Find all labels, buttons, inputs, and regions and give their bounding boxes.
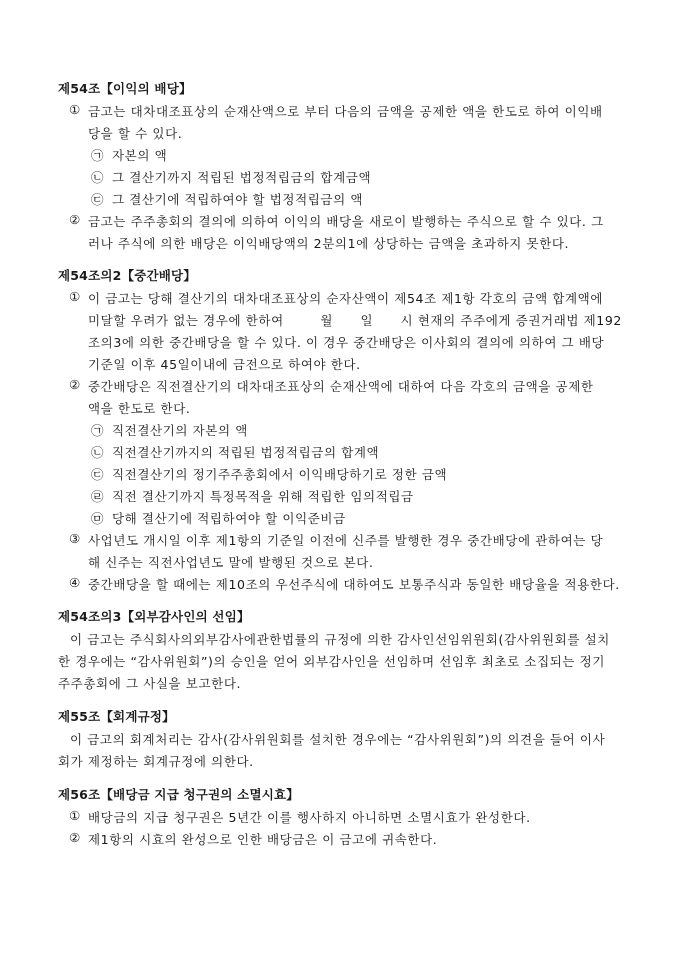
text-line: 중간배당은 직전결산기의 대차대조표상의 순재산액에 대하여 다음 각호의 금액을 공제한 — [88, 379, 594, 394]
text-line: 이 금고는 당해 결산기의 대차대조표상의 순자산액이 제54조 제1항 각호의 금액 합계액에 — [88, 291, 604, 306]
item-marker: ㉡ — [91, 170, 104, 185]
text-line: 이 금고는 주식회사의외부감사에관한법률의 규정에 의한 감사인선임위원회(감사위원회를 설치 — [70, 632, 610, 647]
text-line: 당해 결산기에 적립하여야 할 이익준비금 — [112, 511, 346, 526]
item-marker: ㉣ — [91, 489, 104, 504]
text-line: 미달할 우려가 없는 경우에 한하여 월 일 시 현재의 주주에게 증권거래법 제192 — [88, 313, 622, 328]
paragraph-marker: ① — [69, 102, 81, 117]
item-marker: ㉠ — [91, 148, 104, 163]
text-line: 러나 주식에 의한 배당은 이익배당액의 2분의1에 상당하는 금액을 초과하지 못한다. — [88, 236, 570, 251]
text-line: 액을 한도로 한다. — [88, 401, 191, 416]
paragraph-marker: ② — [69, 830, 81, 845]
text-line: 금고는 주주총회의 결의에 의하여 이익의 배당을 새로이 발행하는 주식으로 할 수 있다. 그 — [88, 214, 604, 229]
text-line: 조의3에 의한 중간배당을 할 수 있다. 이 경우 중간배당은 이사회의 결의에 의하여 그 배당 — [88, 335, 605, 350]
text-line: 기준일 이후 45일이내에 금전으로 하여야 한다. — [88, 357, 361, 372]
item-marker: ㉤ — [91, 511, 104, 526]
text-line: 당을 할 수 있다. — [88, 126, 183, 141]
text-line: 직전결산기의 자본의 액 — [112, 423, 248, 438]
text-line: 주주총회에 그 사실을 보고한다. — [58, 676, 242, 691]
text-line: 직전결산기까지의 적립된 법정적립금의 합계액 — [112, 445, 380, 460]
paragraph-marker: ② — [69, 212, 81, 227]
paragraph-marker: ① — [69, 808, 81, 823]
text-line: 자본의 액 — [112, 148, 168, 163]
text-line: 금고는 대차대조표상의 순재산액으로 부터 다음의 금액을 공제한 액을 한도로 하여 이익배 — [88, 104, 603, 119]
item-marker: ㉠ — [91, 423, 104, 438]
text-line: 그 결산기까지 적립된 법정적립금의 합계금액 — [112, 170, 372, 185]
text-line: 이 금고의 회계처리는 감사(감사위원회를 설치한 경우에는 “감사위원회”)의 의견을 들어 이사 — [70, 732, 606, 747]
item-marker: ㉡ — [91, 445, 104, 460]
text-line: 중간배당을 할 때에는 제10조의 우선주식에 대하여도 보통주식과 동일한 배당율을 적용한다. — [88, 577, 620, 592]
text-line: 직전 결산기까지 특정목적을 위해 적립한 임의적립금 — [112, 489, 414, 504]
text-line: 사업년도 개시일 이후 제1항의 기준일 이전에 신주를 발행한 경우 중간배당에 관하여는 당 — [88, 533, 604, 548]
paragraph-marker: ① — [69, 289, 81, 304]
text-line: 직전결산기의 정기주주총회에서 이익배당하기로 정한 금액 — [112, 467, 448, 482]
paragraph-marker: ④ — [69, 575, 81, 590]
text-line: 배당금의 지급 청구권은 5년간 이를 행사하지 아니하면 소멸시효가 완성한다. — [88, 810, 531, 825]
article-54-2-heading: 제54조의2【중간배당】 — [58, 268, 197, 283]
article-54-3-heading: 제54조의3【외부감사인의 선임】 — [58, 609, 250, 624]
text-line: 해 신주는 직전사업년도 말에 발행된 것으로 본다. — [88, 555, 374, 570]
article-54-heading: 제54조【이익의 배당】 — [58, 81, 192, 96]
text-line: 회가 제정하는 회계규정에 의한다. — [58, 754, 254, 769]
text-line: 그 결산기에 적립하여야 할 법정적립금의 액 — [112, 192, 364, 207]
article-55-heading: 제55조【회계규정】 — [58, 709, 175, 724]
text-line: 한 경우에는 “감사위원회”)의 승인을 얻어 외부감사인을 선임하며 선임후 최초로 소집되는 정기 — [58, 654, 606, 669]
paragraph-marker: ② — [69, 377, 81, 392]
article-56-heading: 제56조【배당금 지급 청구권의 소멸시효】 — [58, 787, 299, 802]
item-marker: ㉢ — [91, 467, 104, 482]
text-line: 제1항의 시효의 완성으로 인한 배당금은 이 금고에 귀속한다. — [88, 832, 438, 847]
paragraph-marker: ③ — [69, 531, 81, 546]
item-marker: ㉢ — [91, 192, 104, 207]
